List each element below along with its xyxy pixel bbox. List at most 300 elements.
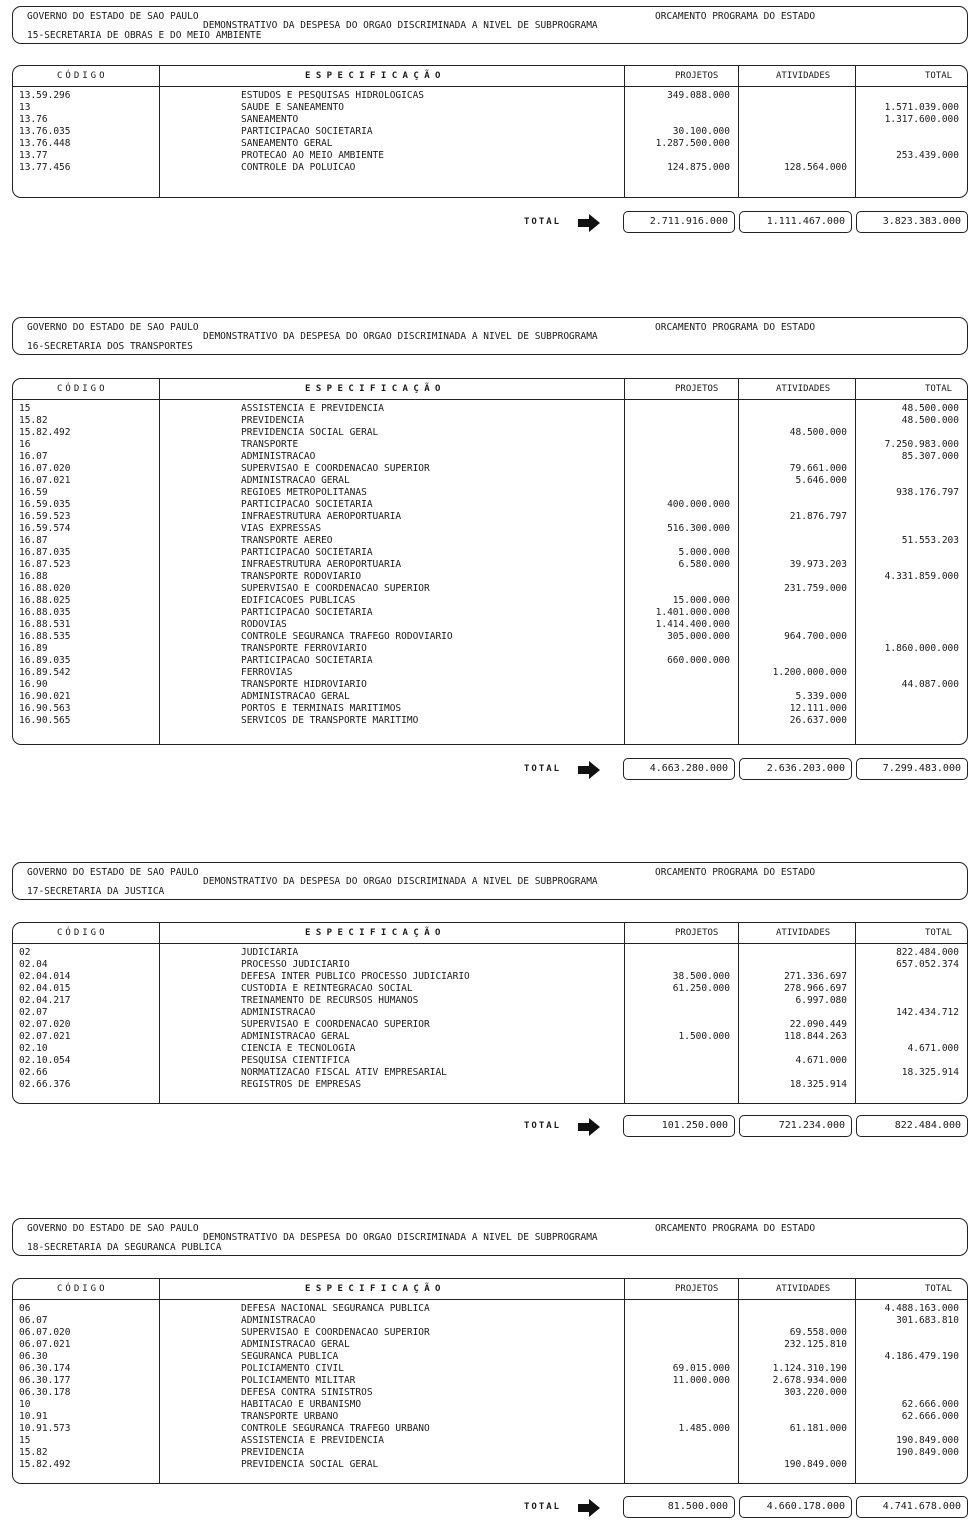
cell-especificacao: PREVIDENCIA (241, 415, 304, 426)
header-projetos: PROJETOS (675, 928, 719, 938)
table-row (13, 523, 967, 535)
cell-codigo: 02.07.020 (19, 1019, 71, 1030)
total-atividades: 4.660.178.000 (739, 1496, 852, 1518)
cell-total: 7.250.983.000 (884, 439, 959, 450)
total-label: TOTAL (524, 1502, 562, 1512)
table-row (13, 995, 967, 1007)
total-atividades: 1.111.467.000 (739, 211, 852, 233)
cell-codigo: 02.04 (19, 959, 48, 970)
cell-codigo: 13.76.448 (19, 138, 71, 149)
total-geral: 822.484.000 (856, 1115, 968, 1137)
cell-codigo: 16.88.531 (19, 619, 71, 630)
table-row (13, 1327, 967, 1339)
cell-codigo: 16.89.542 (19, 667, 71, 678)
table-row (13, 463, 967, 475)
cell-projetos: 61.250.000 (672, 983, 730, 994)
table-row (13, 959, 967, 971)
cell-codigo: 06.30 (19, 1351, 48, 1362)
cell-especificacao: PESQUISA CIENTIFICA (241, 1055, 350, 1066)
totals-row (12, 1115, 968, 1139)
table-row (13, 1423, 967, 1435)
cell-codigo: 16.90.021 (19, 691, 71, 702)
cell-especificacao: TRANSPORTE URBANO (241, 1411, 339, 1422)
cell-total: 85.307.000 (901, 451, 959, 462)
cell-codigo: 16.89.035 (19, 655, 71, 666)
table-row (13, 971, 967, 983)
cell-especificacao: DEFESA INTER PUBLICO PROCESSO JUDICIARIO (241, 971, 470, 982)
totals-row (12, 211, 968, 235)
organ-name: 16-SECRETARIA DOS TRANSPORTES (27, 341, 193, 352)
cell-especificacao: PARTICIPACAO SOCIETARIA (241, 499, 373, 510)
cell-total: 48.500.000 (901, 403, 959, 414)
table-row (13, 595, 967, 607)
cell-projetos: 38.500.000 (672, 971, 730, 982)
table-row (13, 475, 967, 487)
table-row (13, 1459, 967, 1471)
cell-especificacao: POLICIAMENTO CIVIL (241, 1363, 344, 1374)
cell-codigo: 16.07.020 (19, 463, 71, 474)
government-name: GOVERNO DO ESTADO DE SAO PAULO (27, 867, 199, 878)
header-codigo: CÓDIGO (57, 384, 108, 394)
table-row (13, 162, 967, 174)
table-row (13, 1411, 967, 1423)
cell-codigo: 02.66.376 (19, 1079, 71, 1090)
cell-atividades: 39.973.203 (789, 559, 847, 570)
cell-especificacao: CONTROLE SEGURANCA TRAFEGO RODOVIARIO (241, 631, 453, 642)
cell-especificacao: ADMINISTRACAO (241, 451, 316, 462)
cell-codigo: 13.77 (19, 150, 48, 161)
cell-especificacao: TRANSPORTE RODOVIARIO (241, 571, 362, 582)
budget-title: ORCAMENTO PROGRAMA DO ESTADO (655, 1223, 816, 1234)
header-projetos: PROJETOS (675, 71, 719, 81)
cell-atividades: 231.759.000 (784, 583, 847, 594)
header-total: TOTAL (925, 71, 953, 81)
cell-codigo: 15.82 (19, 415, 48, 426)
cell-especificacao: SUPERVISAO E COORDENACAO SUPERIOR (241, 1019, 430, 1030)
table-row (13, 126, 967, 138)
cell-projetos: 6.580.000 (678, 559, 730, 570)
cell-atividades: 271.336.697 (784, 971, 847, 982)
header-atividades: ATIVIDADES (776, 384, 831, 394)
cell-especificacao: HABITACAO E URBANISMO (241, 1399, 362, 1410)
cell-codigo: 16.88.035 (19, 607, 71, 618)
cell-codigo: 10 (19, 1399, 31, 1410)
cell-atividades: 1.124.310.190 (772, 1363, 847, 1374)
cell-codigo: 13.76 (19, 114, 48, 125)
cell-atividades: 22.090.449 (789, 1019, 847, 1030)
arrow-right-icon (578, 214, 600, 232)
cell-codigo: 16.90.563 (19, 703, 71, 714)
table-row (13, 1375, 967, 1387)
table-row (13, 947, 967, 959)
cell-especificacao: REGISTROS DE EMPRESAS (241, 1079, 362, 1090)
cell-codigo: 02 (19, 947, 31, 958)
arrow-right-icon (578, 761, 600, 779)
header-projetos: PROJETOS (675, 384, 719, 394)
cell-atividades: 48.500.000 (789, 427, 847, 438)
table-row (13, 1007, 967, 1019)
cell-codigo: 10.91.573 (19, 1423, 71, 1434)
cell-total: 822.484.000 (896, 947, 959, 958)
table-header (13, 923, 967, 944)
cell-total: 18.325.914 (901, 1067, 959, 1078)
table-row (13, 150, 967, 162)
cell-codigo: 13.76.035 (19, 126, 71, 137)
table-row (13, 1043, 967, 1055)
cell-projetos: 400.000.000 (667, 499, 730, 510)
report-title: DEMONSTRATIVO DA DESPESA DO ORGAO DISCRIMINADA A NIVEL DE SUBPROGRAMA (203, 20, 598, 31)
cell-atividades: 2.678.934.000 (772, 1375, 847, 1386)
cell-total: 4.488.163.000 (884, 1303, 959, 1314)
cell-atividades: 79.661.000 (789, 463, 847, 474)
cell-codigo: 16.88.020 (19, 583, 71, 594)
expense-table (12, 922, 968, 1104)
header-total: TOTAL (925, 384, 953, 394)
header-especificacao: E S P E C I F I C A Ç Ã O (305, 384, 441, 394)
cell-especificacao: PORTOS E TERMINAIS MARITIMOS (241, 703, 402, 714)
cell-especificacao: TRANSPORTE (241, 439, 299, 450)
report-title: DEMONSTRATIVO DA DESPESA DO ORGAO DISCRIMINADA A NIVEL DE SUBPROGRAMA (203, 1232, 598, 1243)
cell-especificacao: PARTICIPACAO SOCIETARIA (241, 126, 373, 137)
cell-codigo: 06.07 (19, 1315, 48, 1326)
cell-especificacao: ADMINISTRACAO GERAL (241, 475, 350, 486)
cell-codigo: 16 (19, 439, 31, 450)
table-row (13, 547, 967, 559)
cell-codigo: 02.10.054 (19, 1055, 71, 1066)
expense-table (12, 378, 968, 745)
total-label: TOTAL (524, 217, 562, 227)
cell-projetos: 305.000.000 (667, 631, 730, 642)
cell-codigo: 16.07 (19, 451, 48, 462)
cell-codigo: 06.30.174 (19, 1363, 71, 1374)
table-row (13, 1399, 967, 1411)
table-body (13, 403, 967, 727)
cell-projetos: 1.414.400.000 (655, 619, 730, 630)
cell-total: 1.571.039.000 (884, 102, 959, 113)
cell-projetos: 1.500.000 (678, 1031, 730, 1042)
cell-especificacao: CONTROLE SEGURANCA TRAFEGO URBANO (241, 1423, 430, 1434)
cell-especificacao: PREVIDENCIA (241, 1447, 304, 1458)
cell-projetos: 1.287.500.000 (655, 138, 730, 149)
cell-codigo: 02.04.015 (19, 983, 71, 994)
cell-atividades: 118.844.263 (784, 1031, 847, 1042)
table-row (13, 583, 967, 595)
table-row (13, 607, 967, 619)
header-especificacao: E S P E C I F I C A Ç Ã O (305, 71, 441, 81)
cell-projetos: 1.485.000 (678, 1423, 730, 1434)
table-body (13, 1303, 967, 1471)
cell-especificacao: ADMINISTRACAO (241, 1315, 316, 1326)
table-row (13, 535, 967, 547)
cell-especificacao: PROTECAO AO MEIO AMBIENTE (241, 150, 384, 161)
cell-atividades: 21.876.797 (789, 511, 847, 522)
cell-atividades: 5.646.000 (795, 475, 847, 486)
table-row (13, 451, 967, 463)
cell-total: 1.317.600.000 (884, 114, 959, 125)
report-header (12, 862, 968, 900)
header-atividades: ATIVIDADES (776, 71, 831, 81)
budget-title: ORCAMENTO PROGRAMA DO ESTADO (655, 867, 816, 878)
table-row (13, 90, 967, 102)
cell-codigo: 15.82.492 (19, 1459, 71, 1470)
table-row (13, 559, 967, 571)
header-atividades: ATIVIDADES (776, 928, 831, 938)
cell-especificacao: CUSTODIA E REINTEGRACAO SOCIAL (241, 983, 413, 994)
cell-especificacao: SUPERVISAO E COORDENACAO SUPERIOR (241, 1327, 430, 1338)
report-title: DEMONSTRATIVO DA DESPESA DO ORGAO DISCRIMINADA A NIVEL DE SUBPROGRAMA (203, 331, 598, 342)
cell-codigo: 02.10 (19, 1043, 48, 1054)
cell-codigo: 15 (19, 403, 31, 414)
table-row (13, 631, 967, 643)
cell-especificacao: INFRAESTRUTURA AEROPORTUARIA (241, 511, 402, 522)
report-header (12, 317, 968, 355)
cell-total: 1.860.000.000 (884, 643, 959, 654)
cell-projetos: 349.088.000 (667, 90, 730, 101)
cell-codigo: 06.30.177 (19, 1375, 71, 1386)
cell-atividades: 26.637.000 (789, 715, 847, 726)
header-total: TOTAL (925, 928, 953, 938)
cell-especificacao: DEFESA NACIONAL SEGURANCA PUBLICA (241, 1303, 430, 1314)
totals-row (12, 1496, 968, 1520)
totals-row (12, 758, 968, 782)
cell-projetos: 124.875.000 (667, 162, 730, 173)
cell-codigo: 06.30.178 (19, 1387, 71, 1398)
header-atividades: ATIVIDADES (776, 1284, 831, 1294)
table-row (13, 1387, 967, 1399)
cell-especificacao: FERROVIAS (241, 667, 293, 678)
cell-especificacao: SAUDE E SANEAMENTO (241, 102, 344, 113)
cell-total: 62.666.000 (901, 1399, 959, 1410)
cell-projetos: 1.401.000.000 (655, 607, 730, 618)
header-codigo: CÓDIGO (57, 71, 108, 81)
expense-table (12, 1278, 968, 1484)
table-row (13, 1435, 967, 1447)
table-row (13, 983, 967, 995)
cell-projetos: 69.015.000 (672, 1363, 730, 1374)
cell-codigo: 16.88.025 (19, 595, 71, 606)
table-row (13, 439, 967, 451)
header-total: TOTAL (925, 1284, 953, 1294)
cell-codigo: 06 (19, 1303, 31, 1314)
cell-codigo: 16.87.035 (19, 547, 71, 558)
table-row (13, 1019, 967, 1031)
cell-projetos: 30.100.000 (672, 126, 730, 137)
cell-total: 190.849.000 (896, 1447, 959, 1458)
cell-especificacao: PREVIDENCIA SOCIAL GERAL (241, 427, 379, 438)
cell-codigo: 16.88.535 (19, 631, 71, 642)
cell-atividades: 964.700.000 (784, 631, 847, 642)
cell-especificacao: JUDICIARIA (241, 947, 299, 958)
cell-total: 48.500.000 (901, 415, 959, 426)
header-codigo: CÓDIGO (57, 1284, 108, 1294)
table-row (13, 643, 967, 655)
table-row (13, 619, 967, 631)
cell-total: 657.052.374 (896, 959, 959, 970)
cell-projetos: 516.300.000 (667, 523, 730, 534)
header-especificacao: E S P E C I F I C A Ç Ã O (305, 1284, 441, 1294)
table-row (13, 715, 967, 727)
total-atividades: 2.636.203.000 (739, 758, 852, 780)
table-header (13, 1279, 967, 1300)
cell-total: 4.671.000 (907, 1043, 959, 1054)
header-projetos: PROJETOS (675, 1284, 719, 1294)
total-projetos: 101.250.000 (623, 1115, 735, 1137)
cell-especificacao: SUPERVISAO E COORDENACAO SUPERIOR (241, 463, 430, 474)
cell-codigo: 16.07.021 (19, 475, 71, 486)
government-name: GOVERNO DO ESTADO DE SAO PAULO (27, 322, 199, 333)
cell-codigo: 16.90 (19, 679, 48, 690)
table-row (13, 1303, 967, 1315)
cell-especificacao: SERVICOS DE TRANSPORTE MARITIMO (241, 715, 419, 726)
table-body (13, 947, 967, 1091)
table-row (13, 1315, 967, 1327)
cell-especificacao: SEGURANCA PUBLICA (241, 1351, 339, 1362)
cell-total: 253.439.000 (896, 150, 959, 161)
cell-especificacao: PROCESSO JUDICIARIO (241, 959, 350, 970)
cell-total: 4.186.479.190 (884, 1351, 959, 1362)
cell-codigo: 16.90.565 (19, 715, 71, 726)
cell-atividades: 190.849.000 (784, 1459, 847, 1470)
table-row (13, 1339, 967, 1351)
cell-codigo: 02.04.014 (19, 971, 71, 982)
cell-projetos: 11.000.000 (672, 1375, 730, 1386)
table-row (13, 1055, 967, 1067)
table-row (13, 667, 967, 679)
table-header (13, 66, 967, 87)
table-row (13, 1351, 967, 1363)
cell-atividades: 128.564.000 (784, 162, 847, 173)
expense-table (12, 65, 968, 198)
header-codigo: CÓDIGO (57, 928, 108, 938)
cell-especificacao: PREVIDENCIA SOCIAL GERAL (241, 1459, 379, 1470)
report-header (12, 6, 968, 44)
total-atividades: 721.234.000 (739, 1115, 852, 1137)
table-row (13, 102, 967, 114)
cell-codigo: 15.82.492 (19, 427, 71, 438)
arrow-right-icon (578, 1499, 600, 1517)
table-body (13, 90, 967, 174)
table-row (13, 114, 967, 126)
cell-especificacao: ADMINISTRACAO GERAL (241, 1031, 350, 1042)
cell-atividades: 232.125.810 (784, 1339, 847, 1350)
cell-codigo: 16.88 (19, 571, 48, 582)
cell-codigo: 13.59.296 (19, 90, 71, 101)
total-projetos: 2.711.916.000 (623, 211, 735, 233)
cell-especificacao: SANEAMENTO GERAL (241, 138, 333, 149)
table-row (13, 1067, 967, 1079)
cell-especificacao: ASSISTENCIA E PREVIDENCIA (241, 403, 384, 414)
cell-atividades: 1.200.000.000 (772, 667, 847, 678)
cell-codigo: 10.91 (19, 1411, 48, 1422)
cell-total: 51.553.203 (901, 535, 959, 546)
government-name: GOVERNO DO ESTADO DE SAO PAULO (27, 1223, 199, 1234)
cell-especificacao: ESTUDOS E PESQUISAS HIDROLOGICAS (241, 90, 425, 101)
cell-especificacao: RODOVIAS (241, 619, 287, 630)
cell-codigo: 16.59.523 (19, 511, 71, 522)
table-row (13, 138, 967, 150)
arrow-right-icon (578, 1118, 600, 1136)
cell-total: 62.666.000 (901, 1411, 959, 1422)
cell-atividades: 12.111.000 (789, 703, 847, 714)
cell-total: 301.683.810 (896, 1315, 959, 1326)
cell-especificacao: TRANSPORTE AEREO (241, 535, 333, 546)
cell-especificacao: ADMINISTRACAO (241, 1007, 316, 1018)
budget-title: ORCAMENTO PROGRAMA DO ESTADO (655, 322, 816, 333)
cell-codigo: 16.59 (19, 487, 48, 498)
cell-especificacao: REGIOES METROPOLITANAS (241, 487, 367, 498)
total-projetos: 81.500.000 (623, 1496, 735, 1518)
cell-atividades: 61.181.000 (789, 1423, 847, 1434)
table-row (13, 655, 967, 667)
organ-name: 18-SECRETARIA DA SEGURANCA PUBLICA (27, 1242, 222, 1253)
cell-atividades: 278.966.697 (784, 983, 847, 994)
cell-total: 4.331.859.000 (884, 571, 959, 582)
cell-atividades: 6.997.080 (795, 995, 847, 1006)
total-label: TOTAL (524, 1121, 562, 1131)
cell-total: 938.176.797 (896, 487, 959, 498)
table-row (13, 415, 967, 427)
table-row (13, 1079, 967, 1091)
table-row (13, 1447, 967, 1459)
cell-atividades: 69.558.000 (789, 1327, 847, 1338)
cell-especificacao: VIAS EXPRESSAS (241, 523, 322, 534)
cell-especificacao: CONTROLE DA POLUICAO (241, 162, 356, 173)
cell-especificacao: INFRAESTRUTURA AEROPORTUARIA (241, 559, 402, 570)
cell-codigo: 13.77.456 (19, 162, 71, 173)
cell-codigo: 15 (19, 1435, 31, 1446)
cell-projetos: 660.000.000 (667, 655, 730, 666)
cell-codigo: 02.07.021 (19, 1031, 71, 1042)
header-especificacao: E S P E C I F I C A Ç Ã O (305, 928, 441, 938)
cell-codigo: 15.82 (19, 1447, 48, 1458)
total-label: TOTAL (524, 764, 562, 774)
cell-especificacao: NORMATIZACAO FISCAL ATIV EMPRESARIAL (241, 1067, 447, 1078)
table-row (13, 487, 967, 499)
cell-especificacao: TREINAMENTO DE RECURSOS HUMANOS (241, 995, 419, 1006)
cell-codigo: 13 (19, 102, 31, 113)
table-row (13, 499, 967, 511)
organ-name: 17-SECRETARIA DA JUSTICA (27, 886, 165, 897)
table-row (13, 1031, 967, 1043)
budget-title: ORCAMENTO PROGRAMA DO ESTADO (655, 11, 816, 22)
cell-especificacao: EDIFICACOES PUBLICAS (241, 595, 356, 606)
report-title: DEMONSTRATIVO DA DESPESA DO ORGAO DISCRIMINADA A NIVEL DE SUBPROGRAMA (203, 876, 598, 887)
government-name: GOVERNO DO ESTADO DE SAO PAULO (27, 11, 199, 22)
cell-projetos: 5.000.000 (678, 547, 730, 558)
cell-total: 142.434.712 (896, 1007, 959, 1018)
cell-especificacao: CIENCIA E TECNOLOGIA (241, 1043, 356, 1054)
cell-atividades: 4.671.000 (795, 1055, 847, 1066)
cell-codigo: 16.59.574 (19, 523, 71, 534)
cell-especificacao: TRANSPORTE FERROVIARIO (241, 643, 367, 654)
cell-codigo: 02.07 (19, 1007, 48, 1018)
cell-total: 190.849.000 (896, 1435, 959, 1446)
cell-especificacao: PARTICIPACAO SOCIETARIA (241, 655, 373, 666)
cell-especificacao: PARTICIPACAO SOCIETARIA (241, 547, 373, 558)
cell-projetos: 15.000.000 (672, 595, 730, 606)
table-row (13, 703, 967, 715)
cell-especificacao: PARTICIPACAO SOCIETARIA (241, 607, 373, 618)
cell-codigo: 02.66 (19, 1067, 48, 1078)
table-header (13, 379, 967, 400)
cell-especificacao: DEFESA CONTRA SINISTROS (241, 1387, 373, 1398)
total-projetos: 4.663.280.000 (623, 758, 735, 780)
cell-atividades: 18.325.914 (789, 1079, 847, 1090)
cell-codigo: 16.89 (19, 643, 48, 654)
cell-atividades: 303.220.000 (784, 1387, 847, 1398)
cell-total: 44.087.000 (901, 679, 959, 690)
table-row (13, 403, 967, 415)
